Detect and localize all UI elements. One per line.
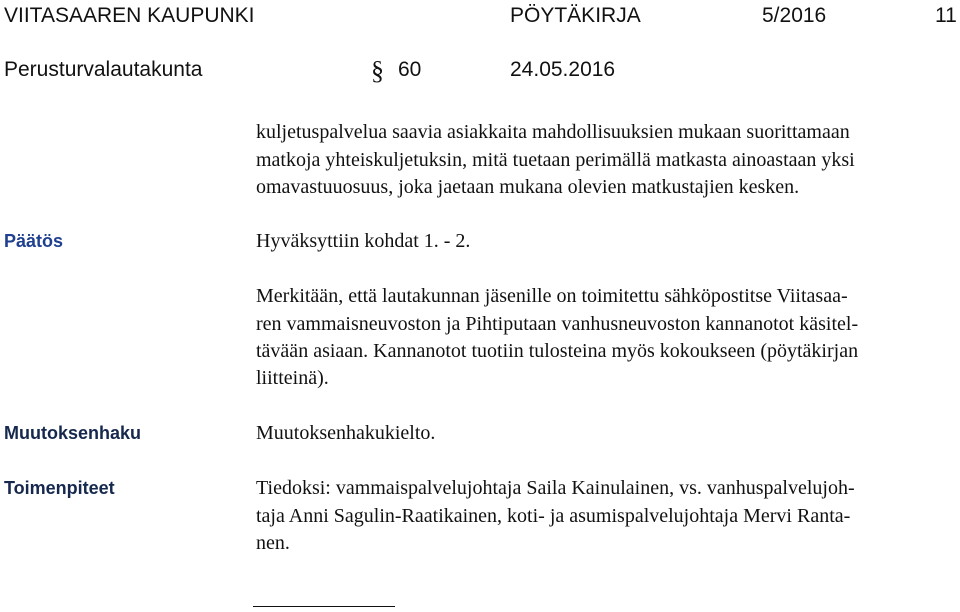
appeal-label: Muutoksenhaku <box>4 423 142 443</box>
note-line: ren vammaisneuvoston ja Pihtiputaan vanhusneuvoston kannanotot käsitel- <box>256 313 859 335</box>
decision-text: Hyväksyttiin kohdat 1. - 2. <box>256 230 471 252</box>
document-type: PÖYTÄKIRJA <box>510 4 641 27</box>
note-line: liitteinä). <box>256 367 329 389</box>
intro-line: matkoja yhteiskuljetuksin, mitä tuetaan perimällä matkasta ainoastaan yksi <box>256 149 855 171</box>
actions-label: Toimenpiteet <box>4 478 115 498</box>
intro-line: omavastuuosuus, joka jaetaan mukana olevien matkustajien kesken. <box>256 176 800 198</box>
actions-line: taja Anni Sagulin-Raatikainen, koti- ja asumispalvelujohtaja Mervi Ranta- <box>256 505 851 527</box>
page-number: 11 <box>935 4 957 27</box>
separator-line <box>253 606 395 607</box>
committee-name: Perusturvalautakunta <box>4 58 203 81</box>
decision-label: Päätös <box>4 231 64 251</box>
intro-line: kuljetuspalvelua saavia asiakkaita mahdollisuuksien mukaan suorittamaan <box>256 121 850 143</box>
section-symbol: § <box>371 56 384 85</box>
note-line: Merkitään, että lautakunnan jäsenille on toimitettu sähköpostitse Viitasaa- <box>256 285 848 307</box>
meeting-date: 24.05.2016 <box>510 58 616 81</box>
appeal-text: Muutoksenhakukielto. <box>256 422 436 444</box>
actions-line: Tiedoksi: vammaispalvelujohtaja Saila Kainulainen, vs. vanhuspalvelujoh- <box>256 477 855 499</box>
document-number: 5/2016 <box>762 4 827 27</box>
note-line: tävään asiaan. Kannanotot tuotiin tulosteina myös kokoukseen (pöytäkirjan <box>256 340 859 362</box>
city-name: VIITASAAREN KAUPUNKI <box>4 4 255 27</box>
section-number: 60 <box>398 58 422 81</box>
actions-line: nen. <box>256 532 290 554</box>
